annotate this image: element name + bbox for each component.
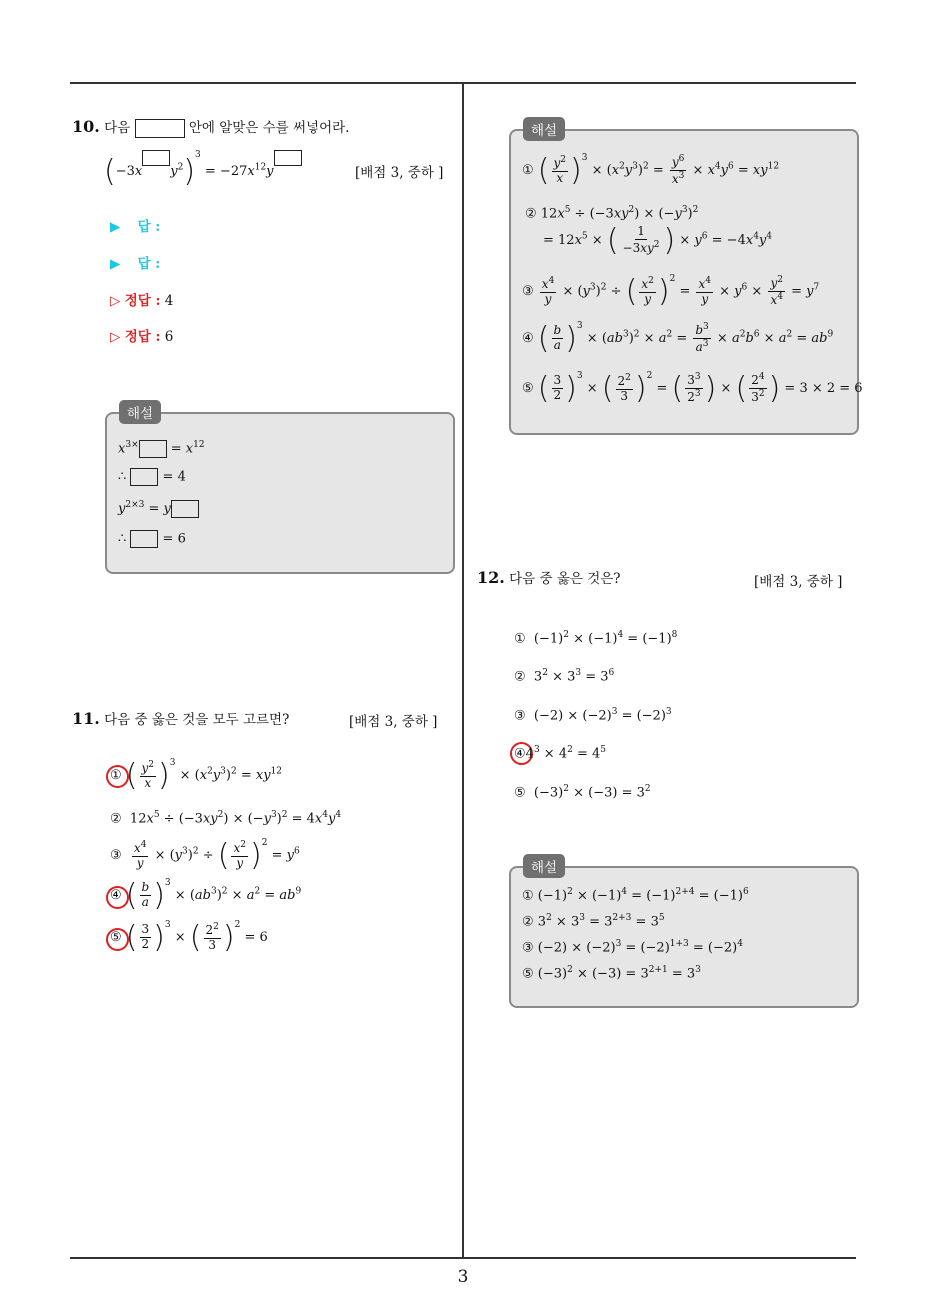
q11-sol-4: ④ ( $\frac{b}{a}$ )$^3 \times (ab^3)^2 \times a^2$ = $\frac{b^3}{a^3}$ × $a^2b^6 \times a^2 = ab^9$ (522, 321, 834, 356)
q10-equation: (−3x $y^2)^3 = -27x^{12}y$ (104, 150, 302, 185)
q12-choice-5[interactable]: ⑤ $(-3)^2 \times (-3) = 3^2$ (514, 784, 651, 801)
answer-label: 답 : (137, 256, 161, 272)
q11-choice-5[interactable]: ⑤ ( $\frac{3}{2}$ )$^3$ × ( $\frac{2^2}{3}$ )$^2$ = 6 (110, 920, 268, 955)
bottom-rule (70, 1257, 856, 1259)
q11-choice-4[interactable]: ④ ( $\frac{b}{a}$ )$^3 \times (ab^3)^2 \times a^2 = ab^9$ (110, 878, 302, 913)
q12-sol-2: ② $3^2 \times 3^3 = 3^{2+3} = 3^5$ (522, 913, 665, 930)
q10-score: [배점 3, 중하 ] (355, 165, 444, 181)
q11-text: 다음 중 옳은 것을 모두 고르면? (104, 712, 290, 728)
q11-choice-3[interactable]: ③ $\frac{x^4}{y}$ × $(y^3)^2$ ÷ ( $\frac{x^2}{y}$ )$^2 = y^6$ (110, 838, 300, 873)
q12-solution-tag: 해설 (523, 854, 565, 878)
q12-choice-3[interactable]: ③ $(-2) \times (-2)^3 = (-2)^3$ (514, 707, 672, 724)
q11-sol-1: ① ( $\frac{y^2}{x}$ )$^3 \times (x^2y^3)^2$ = $\frac{y^6}{x^3}$ × $x^4y^6 = xy^{12}$ (522, 153, 780, 188)
q10-text-after: 안에 알맞은 수를 써넣어라. (188, 120, 350, 136)
q12-number: 12. (477, 568, 505, 587)
q11-choice-2[interactable]: ② $12x^5 \div (-3xy^2) \times (-y^3)^2 = 4x^4y^4$ (110, 810, 342, 827)
q11-choice-1[interactable]: ① ( $\frac{y^2}{x}$ )$^3 \times (x^2y^3)^2 = xy^{12}$ (110, 758, 283, 793)
q12-sol-3: ③ $(-2) \times (-2)^3 = (-2)^{1+3} = (-2)^4$ (522, 939, 743, 956)
q11-score: [배점 3, 중하 ] (349, 714, 438, 730)
q10-sol-line-1: $x^{3\times} = x^{12}$ (118, 440, 205, 457)
q10-correct-1: 4 (164, 293, 174, 309)
q11-sol-3: ③ $\frac{x^4}{y}$ × $(y^3)^2$ ÷ ( $\frac{x^2}{y}$ )$^2$ = $\frac{x^4}{y}$ × $y^6$ × $\frac{y^2}{x^4}$ = $y^7$ (522, 274, 820, 309)
q12-choice-4[interactable]: $④4^3 \times 4^2 = 4^5$ (514, 745, 607, 762)
q10-sol-line-4: ∴ = 6 (118, 531, 186, 547)
q11-solution-tag: 해설 (523, 117, 565, 141)
q12-sol-5: ⑤ $(-3)^2 \times (-3) = 3^{2+1} = 3^3$ (522, 965, 701, 982)
answer-label: 답 : (137, 219, 161, 235)
page-number: 3 (457, 1267, 469, 1287)
q11-number: 11. (72, 709, 100, 728)
q12-choice-2[interactable]: ② $3^2 \times 3^3 = 3^6$ (514, 668, 615, 685)
q10-solution-tag: 해설 (119, 400, 161, 424)
q10-sol-line-3: $y^{2\times 3} = y$ (118, 500, 199, 518)
q12-text: 다음 중 옳은 것은? (509, 571, 621, 587)
q10-correct-row-2: ▷ 정답 : 6 (110, 329, 174, 345)
q12-score: [배점 3, 중하 ] (754, 574, 843, 590)
q10-answer-row-2[interactable]: ▶ 답 : (110, 256, 161, 272)
q10-blank-box[interactable] (135, 119, 185, 138)
column-divider (462, 83, 464, 1258)
q11-sol-2a: ② $12x^5 \div (-3xy^2) \times (-y^3)^2$ (525, 205, 699, 222)
q10-correct-row-1: ▷ 정답 : 4 (110, 293, 174, 309)
q12-sol-1: ① $(-1)^2 \times (-1)^4 = (-1)^{2+4} = (-1)^6$ (522, 887, 749, 904)
q11-sol-5: ⑤ ( $\frac{3}{2}$ )$^3$ × ( $\frac{2^2}{3}$ )$^2$ = ( $\frac{3^3}{2^3}$ ) × ( $\frac{2^4}{3^2}$ ) = 3 × 2 = 6 (522, 371, 863, 406)
q11-question (72, 708, 289, 728)
q10-number: 10. (72, 117, 100, 136)
q10-text-before: 다음 (104, 120, 131, 136)
q10-answer-row-1[interactable]: ▶ 답 : (110, 219, 161, 235)
q10-correct-2: 6 (164, 329, 174, 345)
q10-solution-box (105, 412, 455, 574)
q11-sol-2b: = $12x^5$ × ( $\frac{1}{-3xy^2}$ ) × $y^6 = -4x^4y^4$ (543, 222, 773, 258)
q10-sol-line-2: ∴ = 4 (118, 469, 186, 485)
q10-question (72, 116, 349, 138)
q12-choice-1[interactable]: ① $(-1)^2 \times (-1)^4 = (-1)^8$ (514, 630, 678, 647)
q12-question (477, 567, 621, 587)
